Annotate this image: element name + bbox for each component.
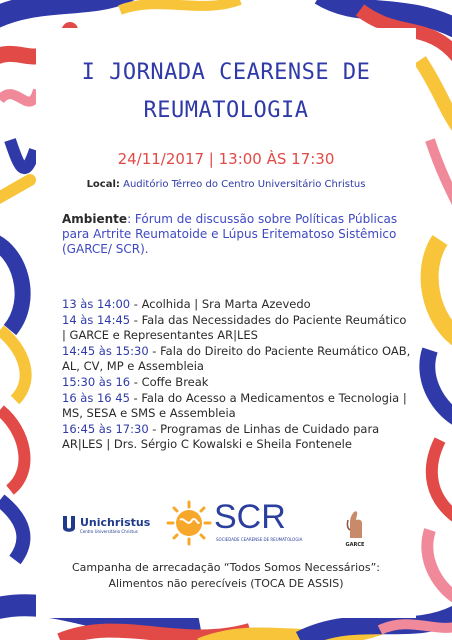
schedule-text: - Fala do Acesso a Medicamentos e Tecnologia | MS, SESA e SMS e Assembleia: [62, 390, 407, 421]
schedule-text: - Fala do Direito do Paciente Reumático OAB, AL, CV, MP e Assembleia: [62, 343, 411, 374]
schedule-list: [62, 297, 412, 453]
schedule-time: 14 às 14:45: [62, 312, 131, 327]
schedule-text: - Programas de Linhas de Cuidado para AR|LES | Drs. Sérgio C Kowalski e Sheila Fontenele: [62, 421, 380, 452]
scr-subtitle: SOCIEDADE CEARENSE DE REUMATOLOGIA: [216, 537, 303, 542]
schedule-time: 16 às 16 45: [62, 390, 130, 405]
schedule-item: [62, 344, 412, 375]
garce-name: GARCE: [345, 542, 365, 548]
scr-name: SCR: [214, 498, 286, 536]
schedule-item: [62, 422, 412, 453]
unichristus-mark-icon: [62, 515, 76, 535]
schedule-item: [62, 391, 412, 422]
event-title-line1: I JORNADA CEARENSE DE: [81, 60, 371, 85]
event-date: 24/11/2017 | 13:00 ÀS 17:30: [117, 150, 335, 168]
location-label: Local:: [86, 179, 120, 190]
unichristus-subtitle: Centro Universitário Christus: [80, 528, 138, 534]
schedule-text: - Coffe Break: [130, 374, 209, 389]
scr-sun-icon: [166, 500, 212, 546]
schedule-time: 15:30 às 16: [62, 374, 131, 389]
unichristus-logo: [62, 512, 150, 538]
ambiente-label: Ambiente: [62, 212, 128, 226]
scr-logo: [166, 498, 303, 548]
schedule-time: 13 às 14:00: [62, 297, 131, 311]
campaign-line2: Alimentos não perecíveis (TOCA DE ASSIS): [108, 577, 344, 590]
event-location: [0, 179, 452, 190]
schedule-item: [62, 313, 412, 344]
unichristus-name: Unichristus: [80, 515, 151, 529]
ambiente-description: [62, 212, 412, 257]
ambiente-text: : Fórum de discussão sobre Políticas Públicas para Artrite Reumatoide e Lúpus Eritematoso Sistêmico (GARCE/ SCR).: [62, 212, 398, 256]
garce-logo: [342, 508, 368, 548]
campaign-line1: Campanha de arrecadação “Todos Somos Necessários”:: [72, 561, 380, 574]
schedule-item: [62, 297, 412, 313]
schedule-time: 14:45 às 15:30: [62, 343, 149, 358]
schedule-item: [62, 375, 412, 391]
garce-hand-icon: [342, 508, 368, 540]
schedule-text: - Acolhida | Sra Marta Azevedo: [130, 297, 311, 311]
campaign-note: [0, 560, 452, 592]
schedule-text: - Fala das Necessidades do Paciente Reumático | GARCE e Representantes AR|LES: [62, 312, 407, 343]
location-value: Auditório Térreo do Centro Universitário Christus: [123, 179, 366, 190]
schedule-time: 16:45 às 17:30: [62, 421, 149, 436]
event-title-line2: REUMATOLOGIA: [143, 98, 309, 123]
